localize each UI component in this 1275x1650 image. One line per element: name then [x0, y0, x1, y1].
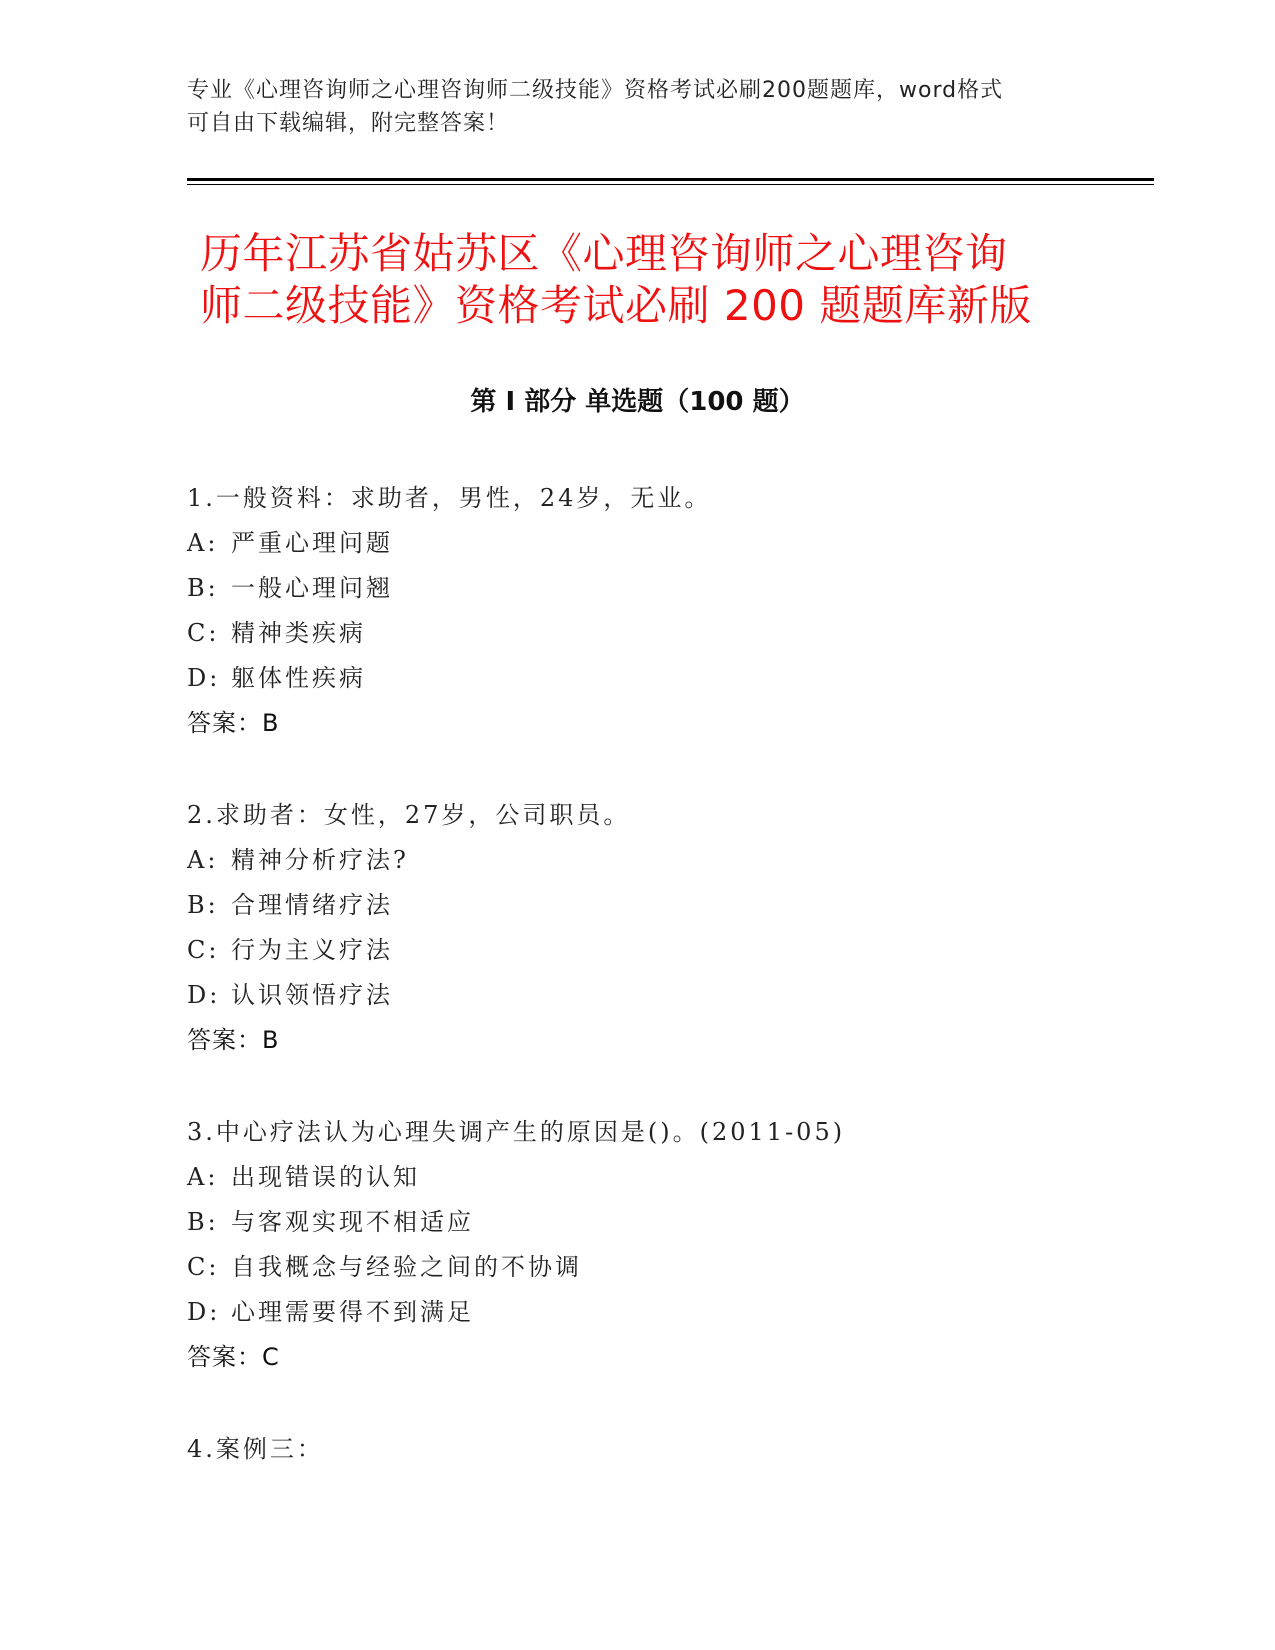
- option-letter: A:: [187, 846, 219, 874]
- question-4: [187, 1427, 1087, 1472]
- header-note-line-1: 专业《心理咨询师之心理咨询师二级技能》资格考试必刷200题题库，word格式: [187, 78, 1004, 103]
- option-text: 出现错误的认知: [231, 1163, 420, 1191]
- question-3: [187, 1110, 1087, 1380]
- option-d: [187, 656, 1087, 701]
- document-title-line-2: 师二级技能》资格考试必刷 200 题题库新版: [200, 281, 1032, 330]
- question-2: [187, 793, 1087, 1063]
- option-text: 自我概念与经验之间的不协调: [231, 1253, 582, 1281]
- option-letter: C:: [187, 936, 220, 964]
- option-text: 精神类疾病: [231, 619, 366, 647]
- header-divider-thick: [187, 178, 1154, 181]
- option-d: [187, 1290, 1087, 1335]
- option-letter: D:: [187, 981, 221, 1009]
- option-b: [187, 883, 1087, 928]
- question-stem: 3.中心疗法认为心理失调产生的原因是()。(2011-05): [187, 1118, 846, 1146]
- option-letter: B:: [187, 1208, 219, 1236]
- option-letter: C:: [187, 1253, 220, 1281]
- option-c: [187, 928, 1087, 973]
- option-a: [187, 1155, 1087, 1200]
- option-letter: B:: [187, 891, 219, 919]
- question-1: [187, 476, 1087, 746]
- option-text: 认识领悟疗法: [231, 981, 393, 1009]
- option-letter: A:: [187, 529, 219, 557]
- question-stem: 4.案例三：: [187, 1435, 324, 1463]
- question-stem: 1.一般资料：求助者，男性，24岁，无业。: [187, 484, 712, 512]
- document-title-line-1: 历年江苏省姑苏区《心理咨询师之心理咨询: [200, 229, 1008, 278]
- option-a: [187, 521, 1087, 566]
- option-text: 严重心理问题: [231, 529, 393, 557]
- option-a: [187, 838, 1087, 883]
- option-d: [187, 973, 1087, 1018]
- option-c: [187, 1245, 1087, 1290]
- option-text: 一般心理问翘: [231, 574, 393, 602]
- option-text: 合理情绪疗法: [231, 891, 393, 919]
- option-letter: C:: [187, 619, 220, 647]
- option-letter: A:: [187, 1163, 219, 1191]
- option-text: 心理需要得不到满足: [231, 1298, 474, 1326]
- option-b: [187, 566, 1087, 611]
- answer: 答案：B: [187, 1026, 280, 1054]
- option-letter: B:: [187, 574, 219, 602]
- header-divider-thin: [187, 184, 1154, 185]
- answer: 答案：B: [187, 709, 280, 737]
- option-text: 精神分析疗法?: [231, 846, 409, 874]
- option-text: 与客观实现不相适应: [231, 1208, 474, 1236]
- option-c: [187, 611, 1087, 656]
- answer: 答案：C: [187, 1343, 280, 1371]
- option-b: [187, 1200, 1087, 1245]
- header-note-line-2: 可自由下载编辑，附完整答案！: [187, 111, 510, 136]
- question-stem: 2.求助者：女性，27岁，公司职员。: [187, 801, 631, 829]
- option-letter: D:: [187, 1298, 221, 1326]
- header-note: [187, 74, 1067, 140]
- option-letter: D:: [187, 664, 221, 692]
- question-list: [187, 476, 1087, 1519]
- option-text: 行为主义疗法: [231, 936, 393, 964]
- section-heading: 第 I 部分 单选题（100 题）: [470, 387, 805, 417]
- document-title: [200, 228, 1080, 332]
- option-text: 躯体性疾病: [231, 664, 366, 692]
